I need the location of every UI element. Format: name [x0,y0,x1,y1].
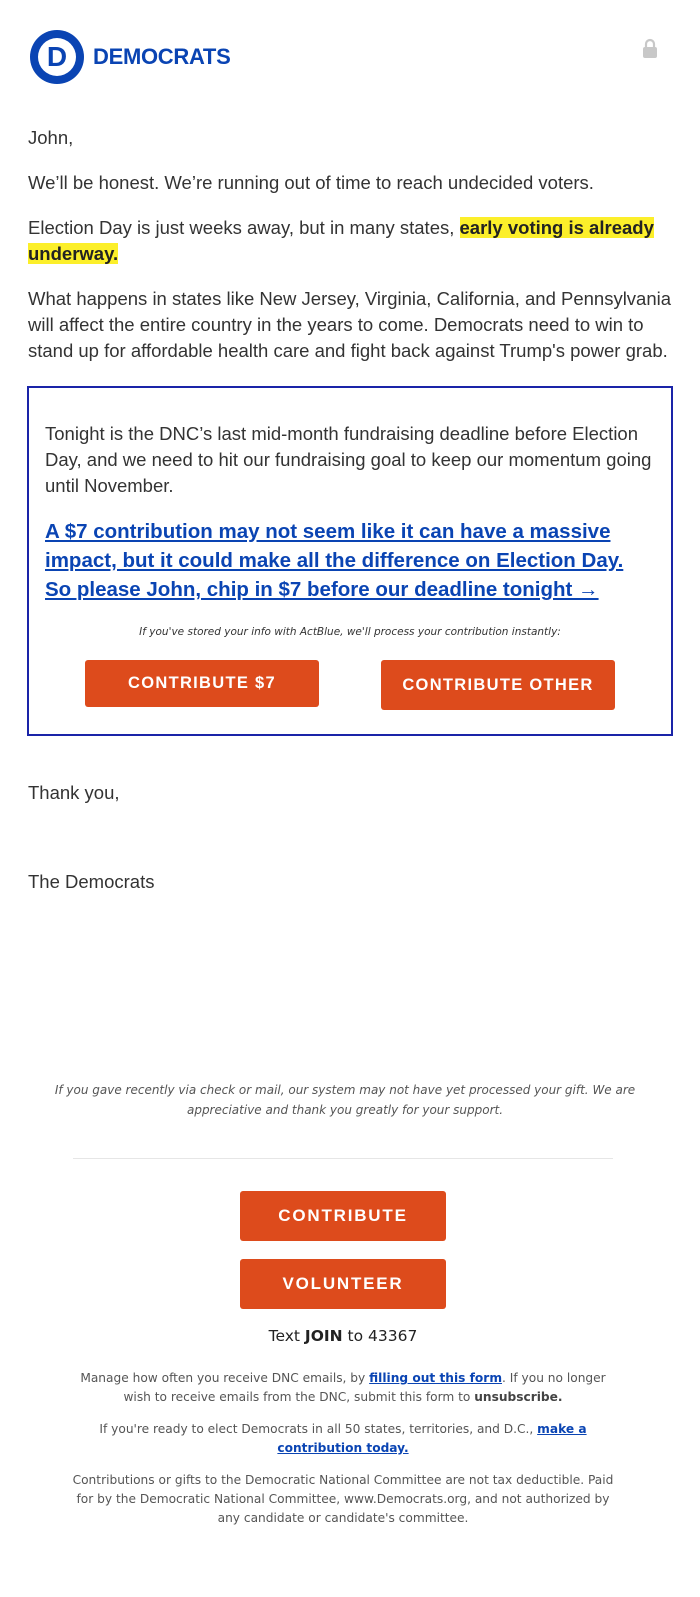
contribute-7-button[interactable]: CONTRIBUTE $7 [85,660,319,707]
gift-processing-note: If you gave recently via check or mail, our system may not have yet processed your gift. We are appreciative and thank you greatly for your support. [54,1083,636,1117]
democrats-logo[interactable] [30,30,230,84]
paragraph-election-day [28,215,672,267]
text-join-line [0,1327,686,1345]
deadline-text: Tonight is the DNC’s last mid-month fundraising deadline before Election Day, and we need to hit our fundraising goal to keep our momentum going until November. [45,423,652,496]
greeting: John, [28,127,74,148]
lock-icon [642,38,658,58]
signature-text: The Democrats [28,871,155,892]
manage-middle: . If you no longer wish to receive emails from the DNC, submit this form to [123,1371,606,1404]
signoff [0,780,700,895]
ready-prefix: If you're ready to elect Democrats in all 50 states, territories, and D.C., [99,1422,538,1436]
email-body [0,125,700,364]
early-voting-highlight: early voting is already underway. [28,217,654,264]
election-day-text: Election Day is just weeks away, but in many states, [28,217,460,238]
footer-contribute-button[interactable]: CONTRIBUTE [240,1191,446,1241]
make-contribution-link[interactable]: make a contribution today. [277,1422,587,1455]
contribute-button-row [45,660,655,714]
thank-you-text: Thank you, [28,782,120,803]
ready-to-elect-text [70,1420,616,1458]
text-join-suffix: to 43367 [342,1327,418,1345]
logo-mark-icon [30,30,84,84]
chip-in-link[interactable]: A $7 contribution may not seem like it can have a massive impact, but it could make all the difference on Election Day. So please John, chip in $7 before our deadline tonight → [45,520,624,601]
email-header [0,0,700,115]
contribute-other-button[interactable]: CONTRIBUTE OTHER [381,660,615,710]
paragraph-states: What happens in states like New Jersey, Virginia, California, and Pennsylvania will affect the entire country in the years to come. Democrats need to win to stand up for affordable health care and fight back against Trump's power grab. [28,288,672,361]
footer-volunteer-button[interactable]: VOLUNTEER [240,1259,446,1309]
logo-text: DEMOCRATS [93,44,231,69]
manage-prefix: Manage how often you receive DNC emails, by [80,1371,370,1385]
text-join-prefix: Text [268,1327,305,1345]
footer-divider [73,1158,613,1159]
manage-emails-text [70,1369,616,1407]
actblue-note: If you've stored your info with ActBlue, we'll process your contribution instantly: [139,626,561,638]
paragraph-honest: We’ll be honest. We’re running out of time to reach undecided voters. [28,172,594,193]
manage-form-link[interactable]: filling out this form [369,1371,503,1385]
text-join-keyword: JOIN [304,1327,343,1345]
logo-letter: D [46,41,68,72]
unsubscribe-link[interactable]: unsubscribe. [474,1390,563,1404]
legal-disclaimer: Contributions or gifts to the Democratic National Committee are not tax deductible. Paid for by the Democratic National Committee, www.Democrats.org, and not authorized by any candidate or candidate's committee. [72,1473,614,1525]
fundraising-box [27,386,673,736]
